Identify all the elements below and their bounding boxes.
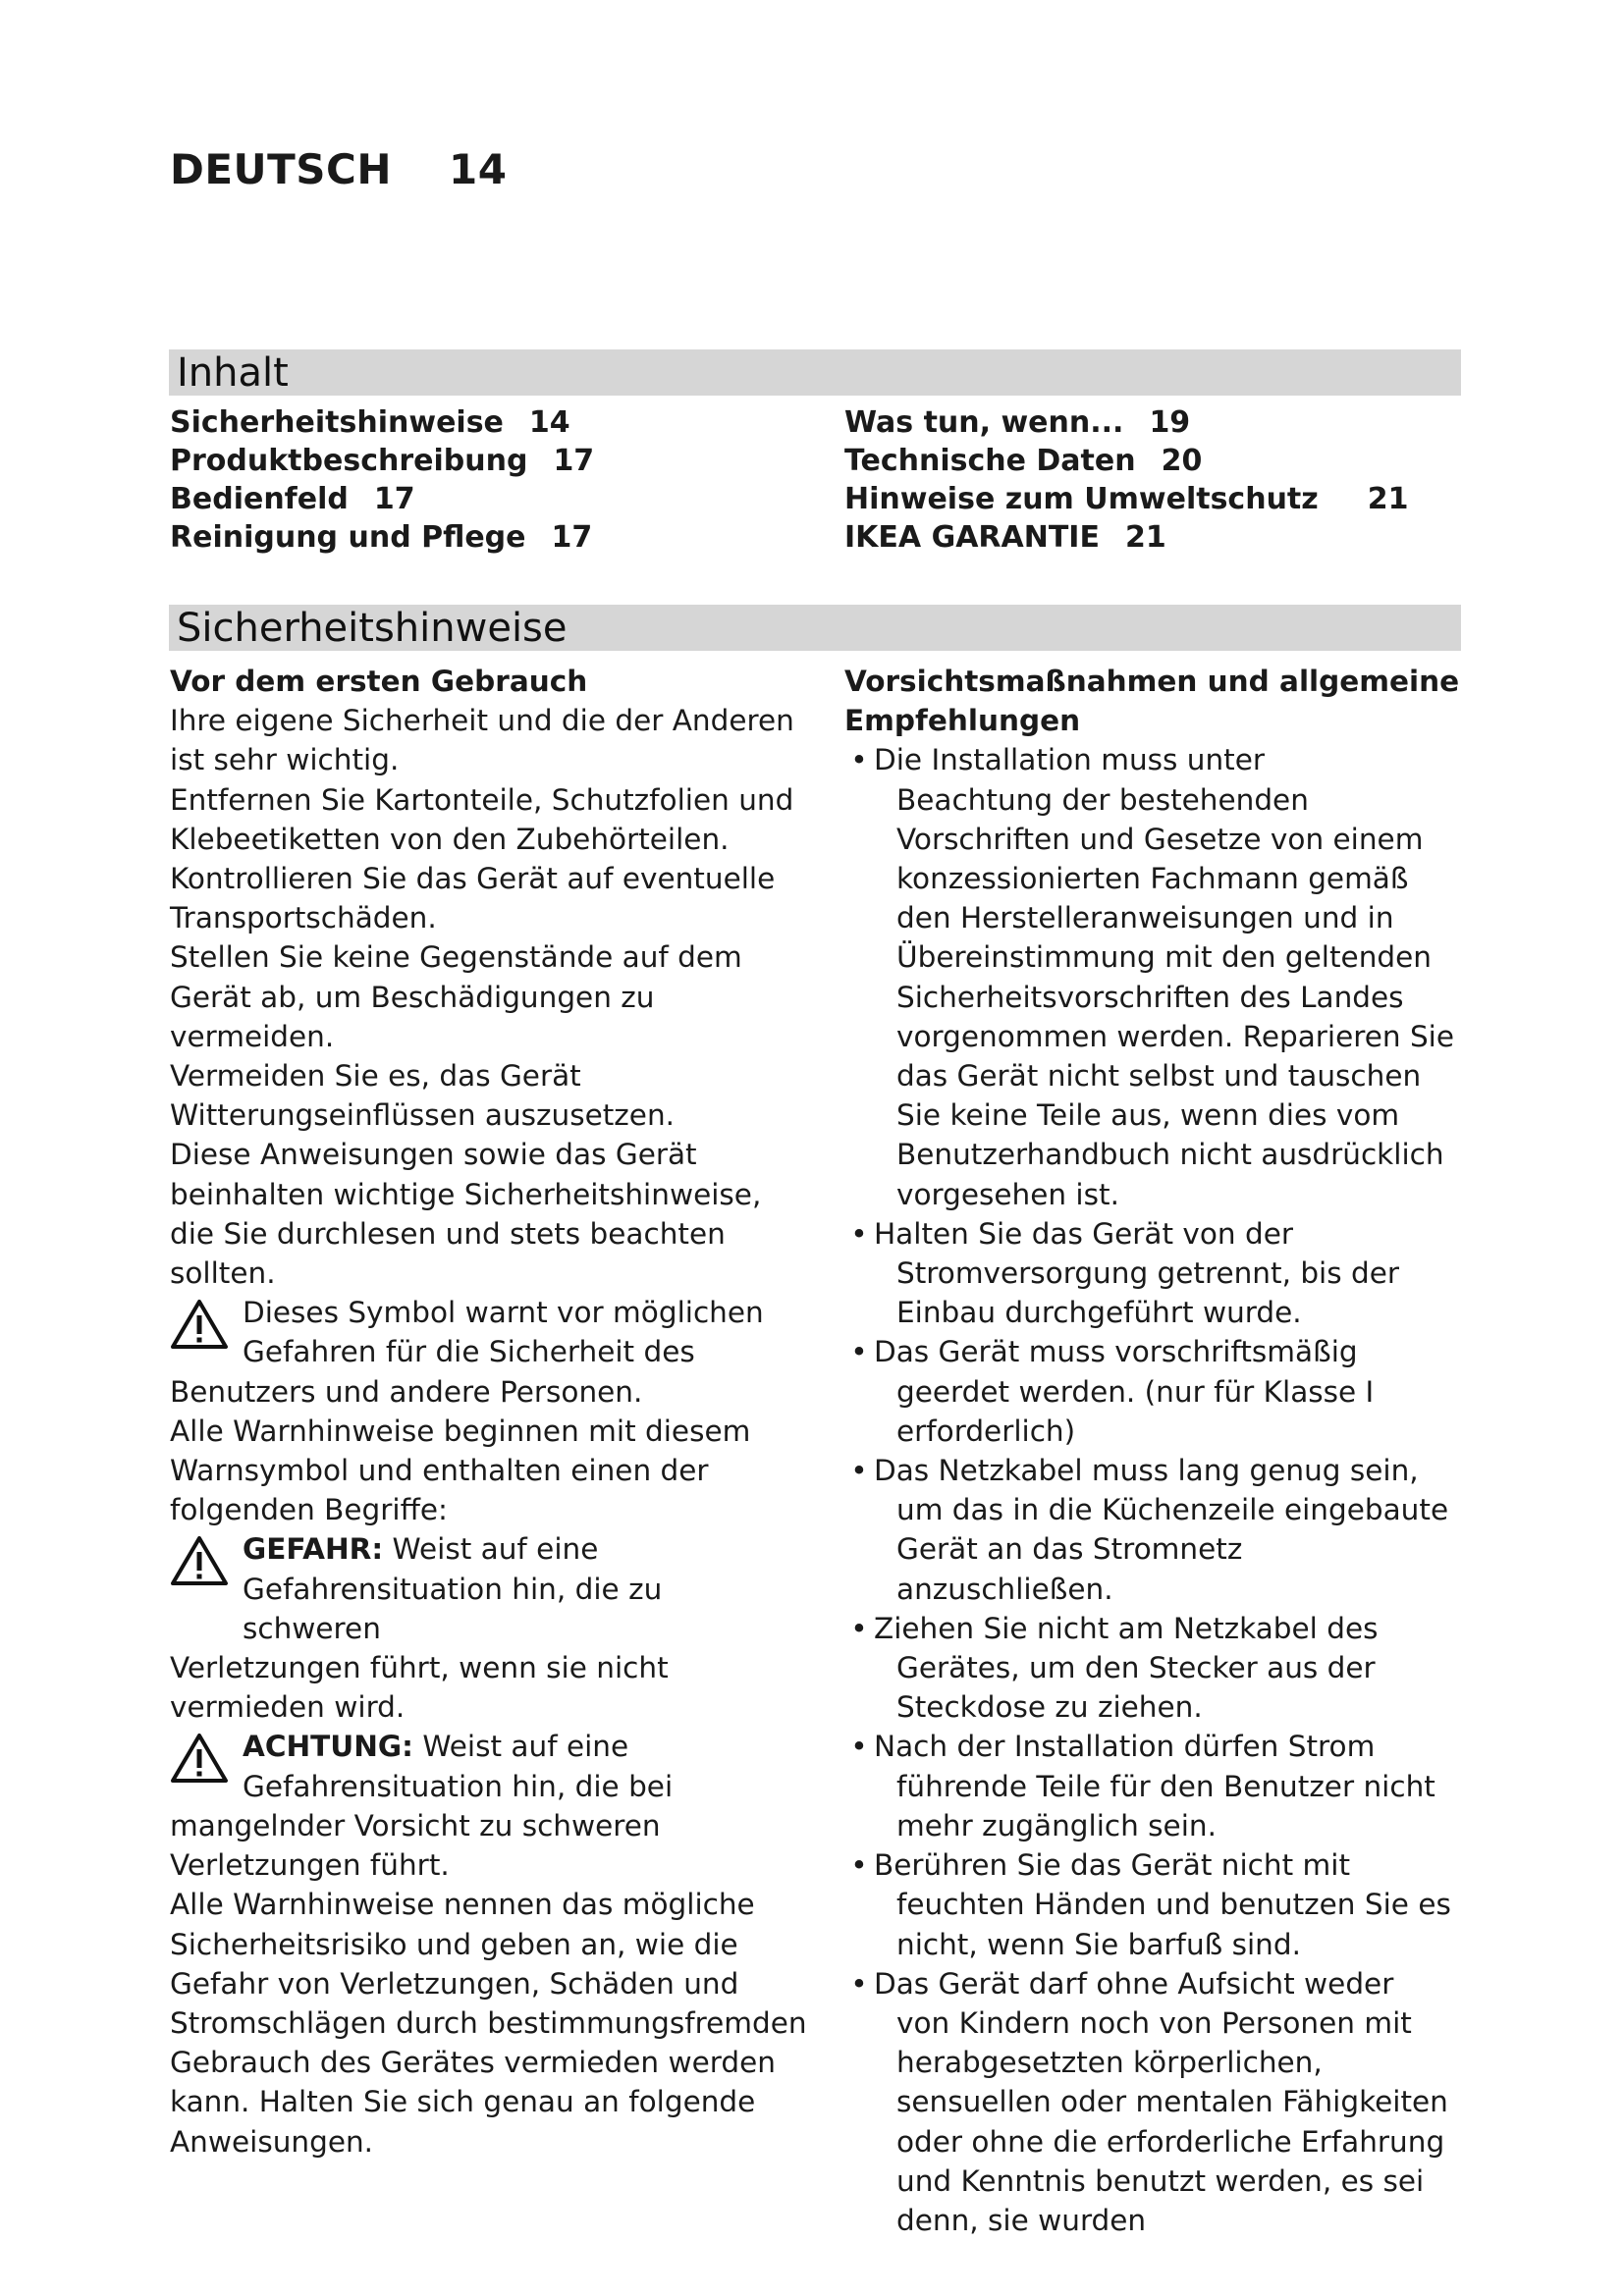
toc-entry[interactable] <box>170 518 798 557</box>
bullet-icon: • <box>850 1966 868 2001</box>
warning-triangle-icon <box>170 1299 229 1350</box>
toc-entry-label: Sicherheitshinweise <box>170 405 504 440</box>
list-item <box>844 1332 1463 1451</box>
bullet-icon: • <box>850 743 868 777</box>
bullet-icon: • <box>850 1216 868 1251</box>
achtung-line1 <box>170 1727 808 1766</box>
toc-entry-page: 17 <box>551 520 593 555</box>
list-item-first: Das Netzkabel muss lang genug sein, <box>874 1454 1419 1488</box>
precautions-heading: Vorsichtsmaßnahmen und allgemeine Empfehlungen <box>844 665 1460 738</box>
list-item-first: Das Gerät muss vorschriftsmäßig <box>874 1335 1358 1369</box>
toc-entry-page: 20 <box>1161 444 1203 478</box>
toc-section-bar <box>169 349 1461 396</box>
bullet-icon: • <box>850 1454 868 1488</box>
list-item <box>844 1609 1463 1728</box>
toc-entry-label: Bedienfeld <box>170 482 349 516</box>
toc-entry-label: Reinigung und Pflege <box>170 520 526 555</box>
list-item-first: Halten Sie das Gerät von der <box>874 1216 1293 1251</box>
paragraph: Diese Anweisungen sowie das Gerät beinhalten wichtige Sicherheitshinweise, die Sie durchlesen und stets beachten sollten. <box>170 1138 762 1291</box>
list-item-rest: Gerätes, um den Stecker aus der Steckdose zu ziehen. <box>896 1651 1376 1725</box>
list-item-rest: um das in die Küchenzeile eingebaute Gerät an das Stromnetz anzuschließen. <box>896 1493 1449 1606</box>
list-item <box>844 740 1463 1213</box>
toc-entry-page: 21 <box>1124 520 1166 555</box>
achtung-text: Weist auf eine <box>412 1730 629 1764</box>
toc-entry[interactable] <box>844 480 1473 518</box>
gefahr-line2: Gefahrensituation hin, die zu schweren <box>243 1572 663 1645</box>
warnings-intro: Alle Warnhinweise beginnen mit diesem Warnsymbol und enthalten einen der folgenden Begriffe: <box>170 1414 751 1527</box>
safety-right-column <box>844 662 1463 2240</box>
toc-entry-page: 19 <box>1149 405 1191 440</box>
bullet-icon: • <box>850 1730 868 1764</box>
warning-triangle-icon <box>170 1733 229 1784</box>
language-label: DEUTSCH <box>170 145 393 193</box>
toc-entry[interactable] <box>170 403 798 442</box>
paragraph: Ihre eigene Sicherheit und die der Anderen ist sehr wichtig. <box>170 704 794 777</box>
toc-right-column <box>844 403 1473 557</box>
toc-title: Inhalt <box>177 350 289 396</box>
symbol-warning <box>170 1293 808 1412</box>
gefahr-line1 <box>170 1529 808 1569</box>
gefahr-text: Weist auf eine <box>383 1532 599 1567</box>
list-item <box>844 1451 1463 1609</box>
safety-section-bar <box>169 605 1461 651</box>
toc-entry[interactable] <box>170 480 798 518</box>
paragraph: Kontrollieren Sie das Gerät auf eventuelle Transportschäden. <box>170 862 776 935</box>
toc-entry[interactable] <box>170 442 798 480</box>
page-number: 14 <box>449 145 508 193</box>
toc-entry-label: Hinweise zum Umweltschutz <box>844 482 1319 516</box>
toc-entry[interactable] <box>844 442 1473 480</box>
safety-left-column <box>170 662 808 2162</box>
paragraph: Vermeiden Sie es, das Gerät Witterungseinflüssen auszusetzen. <box>170 1059 676 1133</box>
toc-entry-label: IKEA GARANTIE <box>844 520 1100 555</box>
gefahr-rest: Verletzungen führt, wenn sie nicht vermieden wird. <box>170 1651 669 1725</box>
list-item-rest: führende Teile für den Benutzer nicht mehr zugänglich sein. <box>896 1769 1435 1842</box>
bullet-icon: • <box>850 1848 868 1883</box>
list-item-rest: feuchten Händen und benutzen Sie es nicht, wenn Sie barfuß sind. <box>896 1888 1451 1961</box>
list-item-rest: Stromversorgung getrennt, bis der Einbau durchgeführt wurde. <box>896 1256 1400 1330</box>
toc-entry-label: Technische Daten <box>844 444 1136 478</box>
precautions-list <box>844 740 1463 2240</box>
paragraph: Entfernen Sie Kartonteile, Schutzfolien und Klebeetiketten von den Zubehörteilen. <box>170 782 794 856</box>
list-item-rest: Beachtung der bestehenden Vorschriften und Gesetze von einem konzessionierten Fachmann gemäß den Herstelleranweisungen und in Übereinstimmung mit den geltenden Sicherheitsvorschriften des Landes vorgenommen werden. Reparieren Sie das Gerät nicht selbst und tauschen Sie keine Teile aus, wenn dies vom Benutzerhandbuch nicht ausdrücklich vorgesehen ist. <box>896 782 1455 1211</box>
page-header <box>170 145 507 193</box>
achtung-warning <box>170 1727 808 1885</box>
list-item <box>844 1214 1463 1333</box>
symbol-warning-rest: Benutzers und andere Personen. <box>170 1374 643 1409</box>
toc-entry-page: 17 <box>553 444 595 478</box>
toc-entry[interactable] <box>844 403 1473 442</box>
achtung-keyword: ACHTUNG: <box>243 1730 413 1764</box>
list-item-rest: von Kindern noch von Personen mit herabgesetzten körperlichen, sensuellen oder mentalen Fähigkeiten oder ohne die erforderliche Erfahrung und Kenntnis benutzt werden, es sei denn, sie wurden <box>896 2005 1448 2237</box>
list-item <box>844 1727 1463 1845</box>
toc-entry-label: Was tun, wenn... <box>844 405 1124 440</box>
symbol-warning-line2: Gefahren für die Sicherheit des <box>243 1335 695 1369</box>
toc-left-column <box>170 403 798 557</box>
closing-paragraph: Alle Warnhinweise nennen das mögliche Sicherheitsrisiko und geben an, wie die Gefahr von Verletzungen, Schäden und Stromschlägen durch bestimmungsfremden Gebrauch des Gerätes vermieden werden kann. Halten Sie sich genau an folgende Anweisungen. <box>170 1888 807 2159</box>
bullet-icon: • <box>850 1335 868 1369</box>
safety-title: Sicherheitshinweise <box>177 606 568 651</box>
list-item <box>844 1964 1463 2240</box>
list-item-first: Das Gerät darf ohne Aufsicht weder <box>874 1966 1394 2001</box>
first-use-heading: Vor dem ersten Gebrauch <box>170 665 588 698</box>
gefahr-warning <box>170 1529 808 1727</box>
toc-entry-page: 21 <box>1367 482 1409 516</box>
list-item-rest: geerdet werden. (nur für Klasse I erforderlich) <box>896 1374 1375 1448</box>
bullet-icon: • <box>850 1611 868 1645</box>
toc-entry[interactable] <box>844 518 1473 557</box>
symbol-warning-line1: Dieses Symbol warnt vor möglichen <box>243 1296 764 1330</box>
achtung-rest: mangelnder Vorsicht zu schweren Verletzungen führt. <box>170 1808 661 1883</box>
achtung-line2: Gefahrensituation hin, die bei <box>243 1769 674 1803</box>
warning-triangle-icon <box>170 1535 229 1586</box>
list-item-first: Nach der Installation dürfen Strom <box>874 1730 1376 1764</box>
list-item <box>844 1845 1463 1964</box>
toc-entry-label: Produktbeschreibung <box>170 444 528 478</box>
toc-entry-page: 17 <box>373 482 415 516</box>
paragraph: Stellen Sie keine Gegenstände auf dem Gerät ab, um Beschädigungen zu vermeiden. <box>170 940 742 1053</box>
toc-entry-page: 14 <box>528 405 570 440</box>
list-item-first: Berühren Sie das Gerät nicht mit <box>874 1848 1351 1883</box>
list-item-first: Ziehen Sie nicht am Netzkabel des <box>874 1611 1379 1645</box>
list-item-first: Die Installation muss unter <box>874 743 1265 777</box>
gefahr-keyword: GEFAHR: <box>243 1532 384 1567</box>
